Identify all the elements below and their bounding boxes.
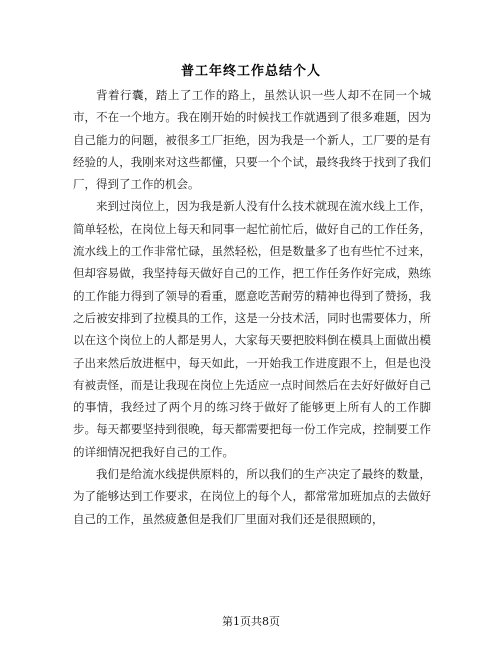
- paragraph: 背着行囊，踏上了工作的路上，虽然认识一些人却不在同一个城市，不在一个地方。我在刚开始的时候找工作就遇到了很多难题，因为自己能力的问题，被很多工厂拒绝，因为我是一个新人，工厂要的是有经验的人，我刚来对这些都懂，只要一个个试，最终我终于找到了我们厂，得到了工作的机会。: [73, 88, 431, 192]
- page-number-footer: 第1页共8页: [222, 615, 280, 628]
- document-title: 普工年终工作总结个人: [180, 64, 321, 79]
- document-body: [73, 84, 431, 530]
- paragraph: 来到过岗位上，因为我是新人没有什么技术就现在流水线上工作，简单轻松，在岗位上每天和同事一起忙前忙后，做好自己的工作任务，流水线上的工作非常忙碌，虽然轻松，但是数量多了也有些忙不过来，但却容易做，我坚持每天做好自己的工作，把工作任务作好完成，熟练的工作能力得到了领导的看重，愿意吃苦耐劳的精神也得到了赞扬，我之后被安排到了拉模具的工作，这是一分技术活，同时也需要体力，所以在这个岗位上的人都是男人，大家每天要把胶料倒在模具上面做出模子出来然后放进框中，每天如此，一开始我工作进度跟不上，但是也没有被责怪，而是让我现在岗位上先适应一点时间然后在去好好做好自己的事情，我经过了两个月的练习终于做好了能够更上所有人的工作脚步。每天都要坚持到很晚，每天都需要把每一份工作完成，控制要工作的详细情况把我好自己的工作。: [73, 199, 431, 459]
- paragraph: 我们是给流水线提供原料的，所以我们的生产决定了最终的数量，为了能够达到工作要求，在岗位上的每个人，都常常加班加点的去做好自己的工作，虽然疲惫但是我们厂里面对我们还是很照顾的，: [73, 467, 431, 526]
